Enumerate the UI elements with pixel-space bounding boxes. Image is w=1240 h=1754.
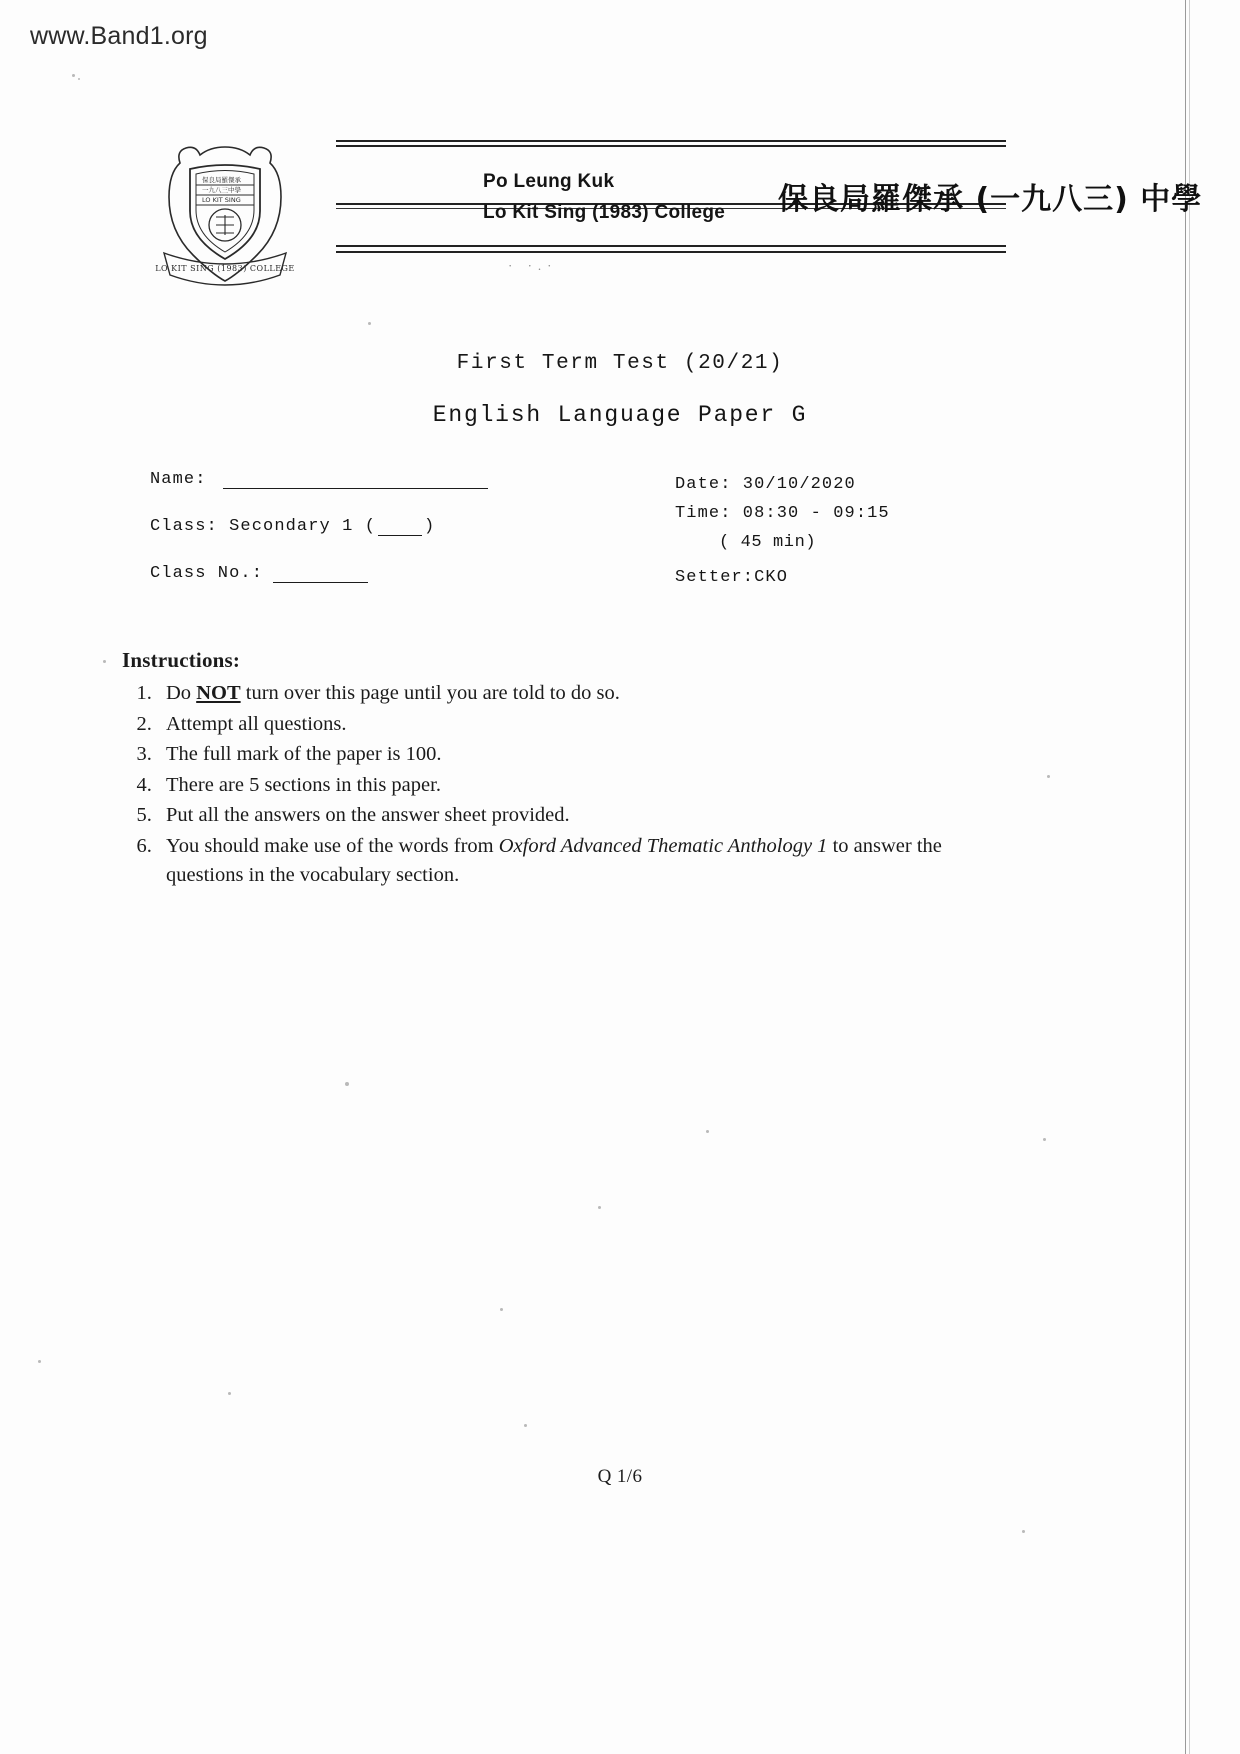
school-name-line2: Lo Kit Sing (1983) College [483,202,726,223]
class-no-label: Class No.: [150,564,264,583]
instruction-item-5 [157,801,1012,831]
instruction-item-2 [157,710,1012,740]
scan-speck [72,74,75,77]
school-crest-icon [150,135,300,295]
date-value: Date: 30/10/2020 [675,475,856,494]
instruction-item-4 [157,771,1012,801]
duration-value: ( 45 min) [719,533,817,552]
svg-text:LO KIT SING (1983) COLLEGE: LO KIT SING (1983) COLLEGE [155,264,295,273]
name-row [150,470,670,489]
scan-speck [38,1360,41,1363]
class-input-line[interactable] [378,520,422,536]
svg-text:一九八三中學: 一九八三中學 [202,186,241,194]
name-input-line[interactable] [223,473,488,489]
instruction-text-pre: Attempt all questions. [166,712,347,735]
instruction-text-pre: Put all the answers on the answer sheet provided. [166,804,570,826]
scan-artifact-mark: · ·.· [508,258,558,273]
school-name-line1: Po Leung Kuk [483,171,615,192]
instruction-book-title: Oxford Advanced Thematic Anthology 1 [498,834,828,857]
setter-value: Setter:CKO [675,568,789,587]
svg-text:LO KIT SING: LO KIT SING [202,196,241,204]
instruction-item-1 [157,679,1012,709]
candidate-info-left [150,470,670,611]
scan-speck [103,660,106,663]
instruction-text-pre: The full mark of the paper is 100. [166,743,442,765]
scan-speck [1022,1530,1025,1533]
watermark-site-url: www.Band1.org [30,22,208,50]
instruction-item-6 [157,832,1012,891]
test-name: First Term Test (20/21) [456,352,784,375]
scan-speck [598,1206,601,1209]
svg-text:保良局羅傑承: 保良局羅傑承 [202,176,241,184]
scan-speck [500,1308,503,1311]
scan-speck [345,1082,349,1086]
letterhead [150,130,1203,310]
instruction-emphasis: NOT [196,682,241,704]
scan-edge-line-secondary [1189,0,1190,1754]
scan-speck [228,1392,231,1395]
instruction-text-post: turn over this page until you are told to do so. [240,682,620,704]
scan-speck [368,322,371,325]
scan-speck [78,78,80,80]
instructions-heading: Instructions: [122,648,241,672]
class-row [150,517,670,536]
instruction-text-pre: You should make use of the words from [166,834,499,857]
instructions-section [122,648,1012,892]
title-block [0,352,1240,428]
page-marker: Q 1/6 [597,1466,643,1487]
scan-speck [706,1130,709,1133]
instruction-text-pre: There are 5 sections in this paper. [166,773,441,796]
school-name-english [483,166,725,228]
school-name-chinese: 保良局羅傑承 (一九八三) 中學 [778,182,1203,217]
instruction-text-pre: Do [166,682,197,704]
candidate-info-right [675,475,1055,597]
scan-speck [1047,775,1050,778]
instruction-text-post: to answer the questions in the vocabulary section. [166,834,942,886]
name-label: Name: [150,470,207,489]
instructions-list [122,679,1012,891]
class-no-row [150,564,670,583]
time-value: Time: 08:30 - 09:15 [675,504,890,523]
paper-name: English Language Paper G [432,402,808,428]
scan-speck [524,1424,527,1427]
instruction-item-3 [157,740,1012,770]
class-no-input-line[interactable] [273,567,368,583]
class-label-close: ) [424,517,436,536]
class-label: Class: Secondary 1 ( [150,517,377,536]
rule-line [336,251,1006,253]
scan-speck [1043,1138,1046,1141]
scan-edge-line [1185,0,1186,1754]
